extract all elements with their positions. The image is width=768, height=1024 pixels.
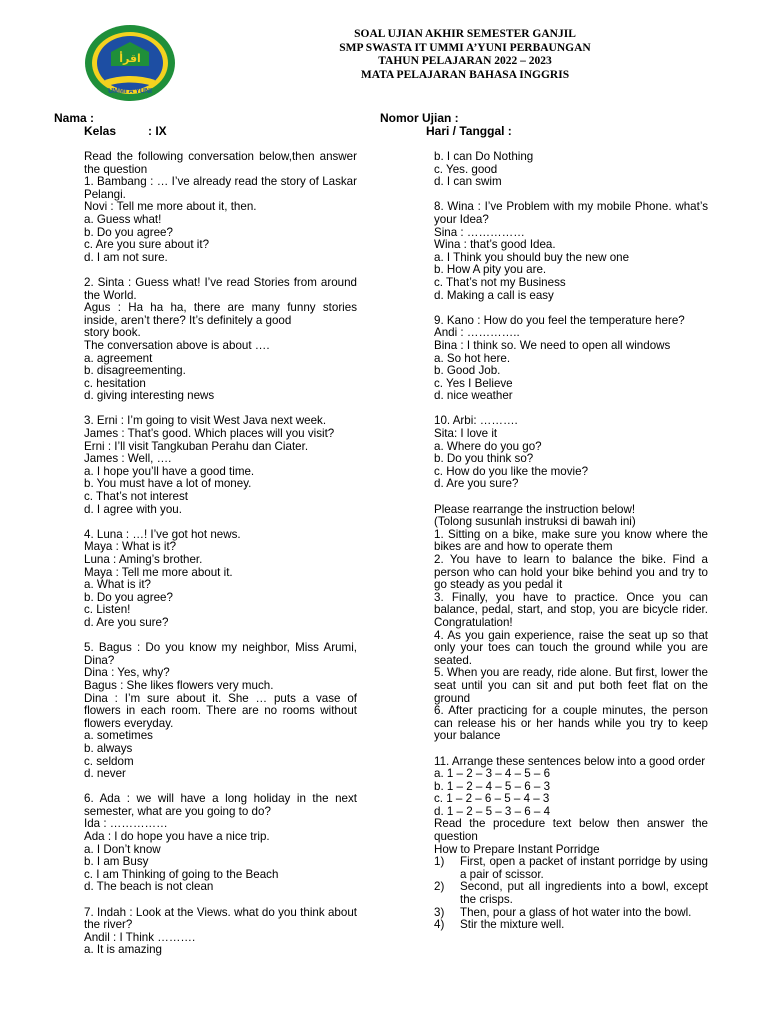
text-line: b. I can Do Nothing <box>434 150 534 163</box>
text-line: a. Where do you go? <box>434 439 542 453</box>
text-line: Maya : Tell me more about it. <box>84 565 233 579</box>
text-line: b. You must have a lot of money. <box>84 477 252 491</box>
text-line: a. So hot here. <box>434 351 511 365</box>
text-line: Dina : Yes, why? <box>84 666 170 680</box>
right-column <box>434 151 708 932</box>
text-line: 3. Finally, you have to practice. Once you can balance, pedal, start, and stop, you are bicycle rider. Congratulation! <box>434 590 708 629</box>
text-line: 11. Arrange these sentences below into a good order <box>434 754 706 768</box>
school-logo <box>83 22 177 108</box>
text-line: Read the following conversation below,then answer the question <box>84 150 357 176</box>
blank-line <box>434 743 708 756</box>
procedure-step <box>434 856 708 881</box>
text-line: 2. Sinta : Guess what! I’ve read Stories from around the World. <box>84 275 357 302</box>
procedure-step <box>434 881 708 906</box>
text-line: b. always <box>84 741 133 755</box>
text-line: James : That’s good. Which places will you visit? <box>84 427 335 441</box>
step-number: 2) <box>434 880 445 894</box>
step-number: 1) <box>434 855 445 869</box>
logo-banner-text: UMMI A'YUNI <box>108 88 152 95</box>
text-line: d. Are you sure? <box>84 615 169 629</box>
text-line: How to Prepare Instant Porridge <box>434 842 600 856</box>
text-line: Sita: I love it <box>434 427 498 441</box>
text-line: d. 1 – 2 – 5 – 3 – 6 – 4 <box>434 804 551 818</box>
text-line: c. I am Thinking of going to the Beach <box>84 867 279 881</box>
step-number: 4) <box>434 918 445 932</box>
nama-label: Nama : <box>54 111 95 125</box>
step-text: First, open a packet of instant porridge by using a pair of scissor. <box>460 855 708 881</box>
header-line-school: SMP SWASTA IT UMMI A’YUNI PERBAUNGAN <box>339 41 591 54</box>
text-line: b. Do you think so? <box>434 452 534 466</box>
text-line: 10. Arbi: ………. <box>434 414 518 428</box>
text-line: d. nice weather <box>434 389 513 403</box>
kelas-label: Kelas <box>84 124 117 138</box>
porridge-steps <box>434 856 708 932</box>
header-line-year: TAHUN PELAJARAN 2022 – 2023 <box>378 55 552 67</box>
text-line: d. Making a call is easy <box>434 288 554 302</box>
text-line: a. What is it? <box>84 578 152 592</box>
text-line: b. I am Busy <box>84 855 149 869</box>
text-line: a. It is amazing <box>84 943 162 957</box>
text-line: b. 1 – 2 – 4 – 5 – 6 – 3 <box>434 779 551 793</box>
text-line: 3. Erni : I’m going to visit West Java next week. <box>84 414 327 428</box>
text-line: 5. Bagus : Do you know my neighbor, Miss Arumi, Dina? <box>84 641 357 667</box>
text-line: Andi : ………….. <box>434 326 520 340</box>
text-line: c. Yes I Believe <box>434 376 513 390</box>
text-line: a. agreement <box>84 351 153 365</box>
text-line: c. How do you like the movie? <box>434 464 589 478</box>
text-line: Bagus : She likes flowers very much. <box>84 678 274 692</box>
procedure-step <box>434 919 708 932</box>
text-line: d. I am not sure. <box>84 250 168 264</box>
text-line: a. I Think you should buy the new one <box>434 250 630 264</box>
text-line: c. seldom <box>84 754 134 768</box>
text-line: The conversation above is about …. <box>84 338 270 352</box>
text-line: c. 1 – 2 – 6 – 5 – 4 – 3 <box>434 792 550 806</box>
text-line: c. Yes. good <box>434 162 498 176</box>
blank-line <box>434 302 708 315</box>
text-line: Sina : …………… <box>434 225 525 239</box>
text-line: Luna : Aming’s brother. <box>84 553 203 566</box>
text-line: Novi : Tell me more about it, then. <box>84 200 257 214</box>
text-line: (Tolong susunlah instruksi di bawah ini) <box>434 515 636 529</box>
text-line: 4. Luna : …! I’ve got hot news. <box>84 527 241 541</box>
kelas-value: : IX <box>148 124 167 138</box>
text-line: 5. When you are ready, ride alone. But first, lower the seat until you can sit and put both feet flat on the ground <box>434 666 708 705</box>
text-line: a. Guess what! <box>84 212 162 226</box>
text-line: c. That’s not interest <box>84 490 188 504</box>
step-text: Stir the mixture well. <box>460 918 565 932</box>
text-line: Please rearrange the instruction below! <box>434 502 636 516</box>
text-line: b. Do you agree? <box>84 590 173 604</box>
text-line: c. Listen! <box>84 603 131 617</box>
right-column-lines <box>434 151 708 856</box>
text-line: a. sometimes <box>84 729 153 743</box>
text-line: story book. <box>84 326 141 340</box>
text-line: d. The beach is not clean <box>84 880 214 894</box>
text-line: c. hesitation <box>84 376 146 390</box>
text-line: 1. Sitting on a bike, make sure you know where the bikes are and how to operate them <box>434 527 708 554</box>
text-line: 6. After practicing for a couple minutes, the person can release his or her hands while you try to keep your balance <box>434 704 708 743</box>
text-line: 2. You have to learn to balance the bike. Find a person who can hold your bike behind you and try to go steady as you pedal it <box>434 553 708 592</box>
text-line: Agus : Ha ha ha, there are many funny stories inside, aren’t there? It’s definitely a good <box>84 301 357 327</box>
text-line: Ida : …………… <box>84 817 168 831</box>
header-line-subject: MATA PELAJARAN BAHASA INGGRIS <box>360 68 570 81</box>
text-line: b. How A pity you are. <box>434 263 547 277</box>
text-line: 1. Bambang : … I’ve already read the story of Laskar Pelangi. <box>84 175 357 201</box>
blank-line <box>84 516 357 529</box>
text-line: 8. Wina : I’ve Problem with my mobile Phone. what’s your Idea? <box>434 200 708 226</box>
blank-line <box>84 894 357 907</box>
left-column <box>84 151 357 957</box>
text-line: 4. As you gain experience, raise the seat up so that only your toes can touch the ground while you are seated. <box>434 628 708 667</box>
text-line: Ada : I do hope you have a nice trip. <box>84 830 270 844</box>
text-line: Maya : What is it? <box>84 540 177 554</box>
text-line: Andil : I Think ………. <box>84 930 196 944</box>
step-text: Then, pour a glass of hot water into the bowl. <box>460 905 692 919</box>
text-line: 6. Ada : we will have a long holiday in the next semester, what are you going to do? <box>84 792 357 818</box>
nomor-ujian-label: Nomor Ujian : <box>380 111 459 125</box>
text-line: d. giving interesting news <box>84 389 215 403</box>
blank-line <box>434 491 708 504</box>
text-line: a. 1 – 2 – 3 – 4 – 5 – 6 <box>434 767 551 781</box>
text-line: c. That’s not my Business <box>434 275 566 289</box>
text-line: Dina : I’m sure about it. She … puts a vase of flowers in each room. There are no rooms without flowers everyday. <box>84 691 357 730</box>
text-line: James : Well, …. <box>84 452 172 466</box>
header-line-title: SOAL UJIAN AKHIR SEMESTER GANJIL <box>354 28 576 40</box>
text-line: Wina : that’s good Idea. <box>434 238 556 252</box>
text-line: d. never <box>84 767 126 781</box>
text-line: b. Good Job. <box>434 364 501 378</box>
text-line: 9. Kano : How do you feel the temperature here? <box>434 313 685 327</box>
text-line: d. Are you sure? <box>434 477 519 491</box>
text-line: d. I can swim <box>434 175 502 189</box>
text-line: a. I hope you’ll have a good time. <box>84 464 255 478</box>
text-line: Read the procedure text below then answer the question <box>434 817 708 844</box>
document-header <box>250 28 680 82</box>
text-line: Erni : I’ll visit Tangkuban Perahu dan Ciater. <box>84 439 309 453</box>
text-line: a. I Don’t know <box>84 842 161 856</box>
text-line: 7. Indah : Look at the Views. what do you think about the river? <box>84 905 357 932</box>
step-text: Second, put all ingredients into a bowl, except the crisps. <box>460 880 708 907</box>
text-line: d. I agree with you. <box>84 502 182 516</box>
logo-center-text: اقرأ <box>119 52 141 65</box>
text-line: b. disagreementing. <box>84 364 186 378</box>
text-line: Bina : I think so. We need to open all windows <box>434 338 671 352</box>
step-number: 3) <box>434 905 445 919</box>
text-line: b. Do you agree? <box>84 225 173 239</box>
hari-tanggal-label: Hari / Tanggal : <box>426 124 512 138</box>
text-line: c. Are you sure about it? <box>84 238 210 252</box>
